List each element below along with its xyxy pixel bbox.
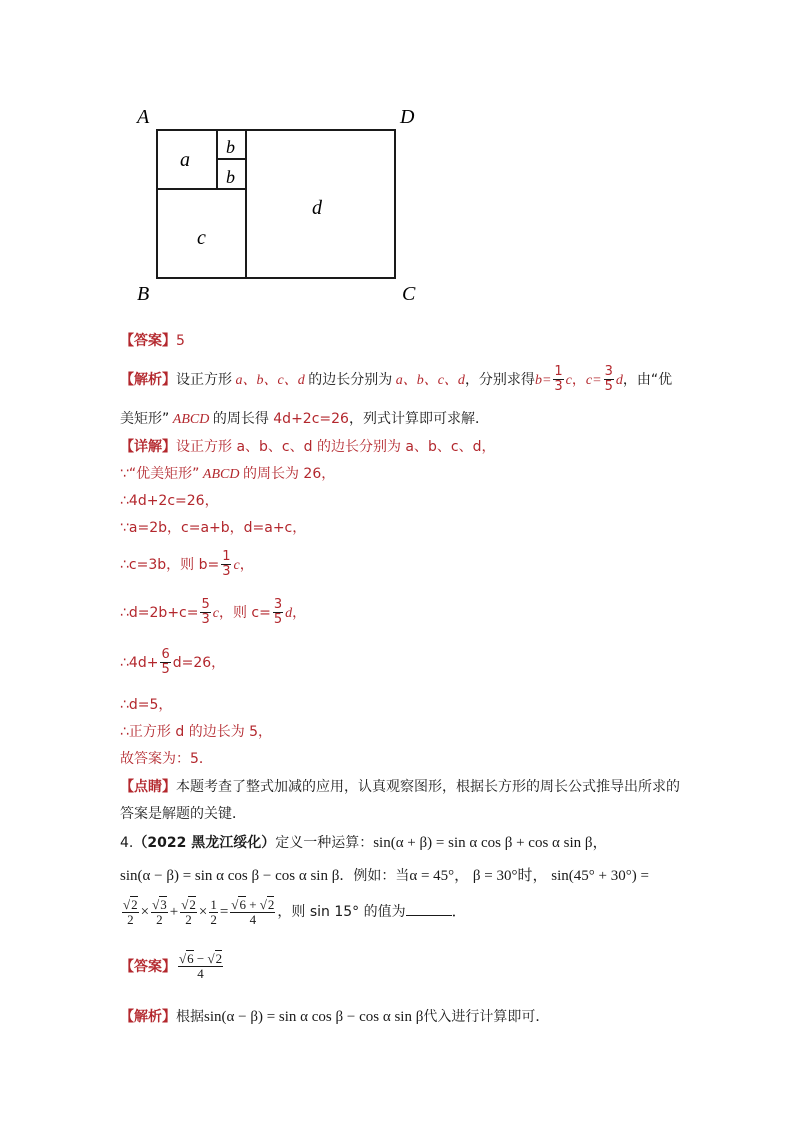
question-text: ，则 sin 15° 的值为 — [277, 904, 406, 921]
detail-line-3: ∴4d+2c=26， — [120, 493, 219, 509]
question-text: ．例如：当 — [339, 868, 410, 884]
detail-text: ∵“优美矩形” — [120, 466, 200, 482]
detail-line-10: 故答案为：5． — [120, 751, 213, 767]
question-source: （2022 黑龙江绥化） — [133, 835, 276, 851]
analysis-line-2: 美矩形” ABCD 的周长得 4d+2c=26，列式计算即可求解． — [120, 411, 489, 427]
corner-c-label: C — [402, 283, 416, 305]
answer-tag: 【答案】 — [120, 333, 176, 349]
detail-text: ∴4d+ — [120, 654, 159, 671]
analysis-text: 的边长分别为 — [308, 371, 393, 388]
answer-line — [120, 330, 185, 350]
square-c-label: c — [197, 227, 206, 249]
question-text: 定义一种运算： — [275, 835, 374, 851]
square-b2-label: b — [226, 167, 235, 187]
q4-answer-line: 【答案】 $\frac{√6 - √2}{4}$ — [120, 951, 223, 982]
q4-line-2 — [120, 864, 649, 885]
detail-line-4: ∵a=2b，c=a+b，d=a+c， — [120, 520, 307, 536]
corner-b-label: B — [137, 283, 150, 305]
corner-d-label: D — [400, 106, 415, 128]
answer-value: 5 — [176, 333, 185, 349]
square-b1-label: b — [226, 137, 235, 157]
comment-text: 本题考查了整式加减的应用，认真观察图形，根据长方形的周长公式推导出所求的 — [176, 779, 680, 795]
q4-line-1 — [120, 831, 608, 852]
analysis-tag: 【解析】 — [120, 1009, 176, 1025]
detail-line-9: ∴正方形 d 的边长为 5， — [120, 724, 273, 740]
example-text: α = 45°， β = 30°时， sin(45° + 30°) = — [409, 868, 649, 884]
analysis-text: 的周长得 — [212, 411, 269, 427]
corner-a-label: A — [137, 106, 150, 128]
comment-line-2: 答案是解题的关键． — [120, 806, 246, 822]
detail-line-7: ∴4d+ $\frac{6}{5}$ d=26， — [120, 647, 226, 678]
detail-line-1 — [120, 436, 495, 456]
analysis-text: ，列式计算即可求解． — [348, 411, 489, 427]
detail-text: d=26， — [172, 654, 226, 671]
formula-sum: sin(α + β) = sin α cos β + cos α sin β， — [373, 835, 608, 851]
question-number: 4. — [120, 835, 134, 851]
detail-line-6: ∴d=2b+c= $\frac{5}{3}$ c，则 c= $\frac{3}{5}$ d， — [120, 597, 307, 628]
rectangle-figure — [0, 0, 794, 320]
detail-text: ∴d=2b+c= — [120, 604, 199, 621]
analysis-text: 设正方形 — [176, 371, 232, 388]
formula-difference: sin(α − β) = sin α cos β − cos α sin β — [204, 1009, 424, 1025]
detail-text: 的周长为 26， — [242, 466, 336, 482]
detail-line-8: ∴d=5， — [120, 697, 173, 713]
detail-text: ，则 c= — [218, 604, 271, 621]
comment-line-1 — [120, 776, 680, 796]
analysis-text: 代入进行计算即可． — [423, 1009, 550, 1025]
detail-line-5: ∴c=3b，则 b= $\frac{1}{3}$ c， — [120, 549, 254, 580]
analysis-text: ，由“优 — [622, 371, 673, 388]
answer-tag: 【答案】 — [120, 958, 176, 975]
analysis-text: ，分别求得 — [464, 371, 535, 388]
answer-blank — [406, 915, 452, 916]
q4-line-3: $\frac{√2}{2}$ × $\frac{√3}{2}$ + $\frac{√2}{2}$ × $\frac{1}{2}$ = $\frac{√6 + √2}{4}$ ，则 sin 15° 的值为 ． — [123, 897, 467, 928]
detail-text: 设正方形 a、b、c、d 的边长分别为 a、b、c、d， — [176, 439, 496, 455]
analysis-text: 美矩形” — [120, 411, 170, 427]
formula-difference: sin(α − β) = sin α cos β − cos α sin β — [120, 868, 340, 884]
comment-tag: 【点睛】 — [120, 779, 176, 795]
analysis-tag: 【解析】 — [120, 371, 176, 388]
detail-tag: 【详解】 — [120, 439, 176, 455]
question-text: ． — [451, 904, 467, 921]
square-a-label: a — [180, 149, 190, 171]
analysis-text: 根据 — [176, 1009, 204, 1025]
square-d-label: d — [312, 197, 322, 219]
detail-line-2: ∵“优美矩形” ABCD 的周长为 26， — [120, 466, 336, 482]
analysis-line-1: 【解析】设正方形 a、b、c、d 的边长分别为 a、b、c、d，分别求得b= $\frac{1}{3}$ c，c= $\frac{3}{5}$ d，由“优 — [120, 364, 673, 395]
q4-analysis-line — [120, 1006, 549, 1026]
detail-text: ∴c=3b，则 b= — [120, 556, 220, 573]
